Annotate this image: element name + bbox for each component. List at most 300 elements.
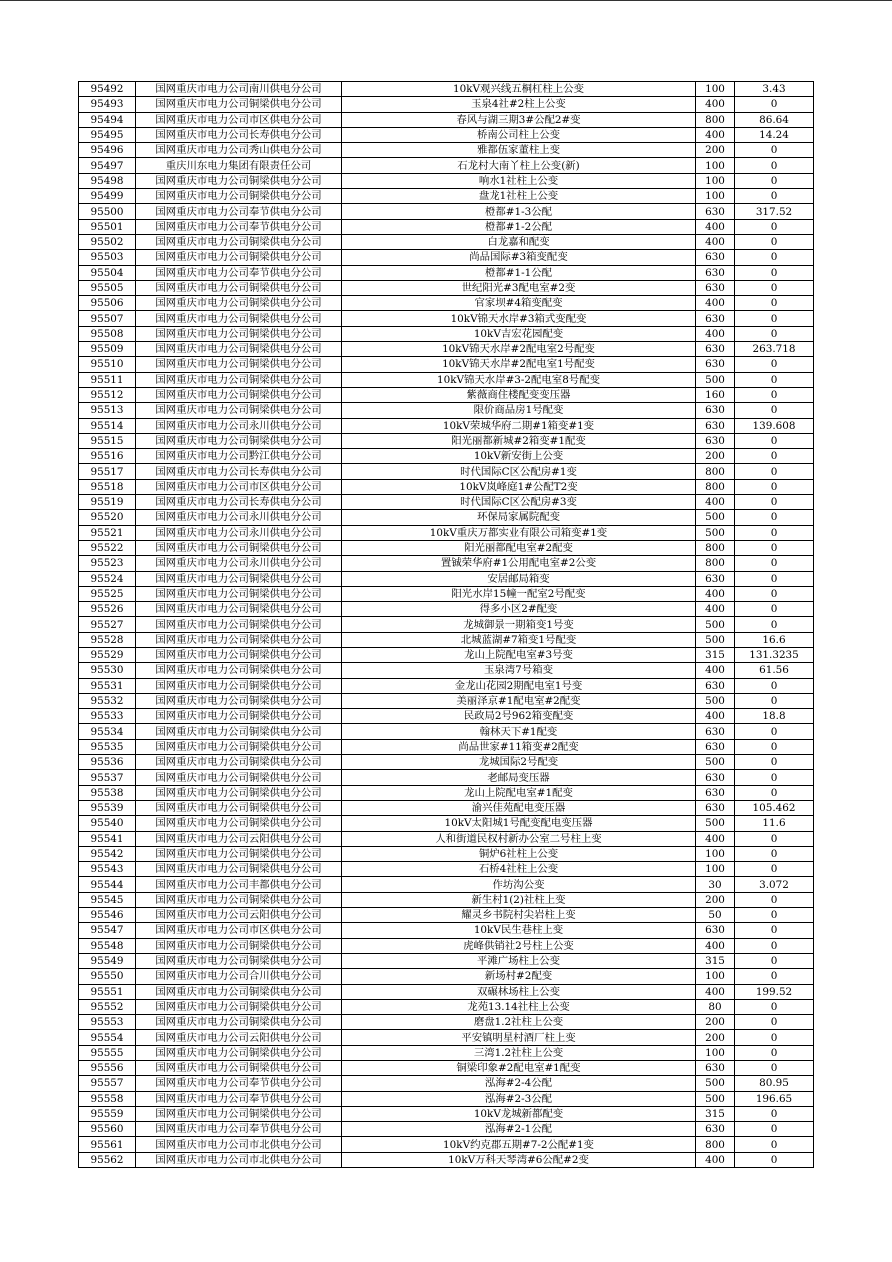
cell-id: 95532 [79, 693, 136, 708]
cell-name: 石桥4社柱上公变 [342, 862, 696, 877]
cell-id: 95503 [79, 250, 136, 265]
cell-id: 95543 [79, 862, 136, 877]
page-top-rule [0, 0, 892, 1]
cell-id: 95526 [79, 602, 136, 617]
cell-name: 泓海#2-1公配 [342, 1122, 696, 1137]
cell-load: 0 [735, 908, 814, 923]
cell-capacity: 500 [696, 1076, 735, 1091]
cell-id: 95538 [79, 785, 136, 800]
cell-id: 95549 [79, 953, 136, 968]
cell-company: 国网重庆市电力公司铜梁供电分公司 [136, 250, 342, 265]
cell-name: 龙城国际2号配变 [342, 755, 696, 770]
cell-id: 95562 [79, 1152, 136, 1167]
cell-capacity: 630 [696, 311, 735, 326]
cell-id: 95547 [79, 923, 136, 938]
cell-company: 国网重庆市电力公司永川供电分公司 [136, 418, 342, 433]
cell-company: 国网重庆市电力公司铜梁供电分公司 [136, 296, 342, 311]
table-row [79, 999, 814, 1014]
cell-load: 0 [735, 1045, 814, 1060]
cell-id: 95555 [79, 1045, 136, 1060]
cell-id: 95559 [79, 1106, 136, 1121]
cell-capacity: 630 [696, 250, 735, 265]
cell-load: 0 [735, 1030, 814, 1045]
cell-name: 新生村1(2)社柱上变 [342, 892, 696, 907]
cell-capacity: 500 [696, 617, 735, 632]
table-row [79, 1091, 814, 1106]
cell-capacity: 400 [696, 984, 735, 999]
cell-load: 0 [735, 158, 814, 173]
cell-name: 双碾林场柱上公变 [342, 984, 696, 999]
cell-company: 国网重庆市电力公司铜梁供电分公司 [136, 387, 342, 402]
cell-id: 95521 [79, 525, 136, 540]
table-row [79, 831, 814, 846]
cell-id: 95535 [79, 739, 136, 754]
cell-name: 10kV吉宏花园配变 [342, 326, 696, 341]
cell-id: 95523 [79, 556, 136, 571]
table-row [79, 892, 814, 907]
cell-capacity: 400 [696, 663, 735, 678]
table-row [79, 969, 814, 984]
cell-load: 80.95 [735, 1076, 814, 1091]
cell-id: 95545 [79, 892, 136, 907]
cell-id: 95542 [79, 846, 136, 861]
cell-name: 平滩广场柱上公变 [342, 953, 696, 968]
cell-name: 耀灵乡书院村尖岩柱上变 [342, 908, 696, 923]
cell-load: 0 [735, 999, 814, 1014]
table-row [79, 189, 814, 204]
cell-load: 0 [735, 724, 814, 739]
cell-load: 0 [735, 617, 814, 632]
cell-load: 0 [735, 479, 814, 494]
cell-company: 国网重庆市电力公司铜梁供电分公司 [136, 326, 342, 341]
cell-id: 95551 [79, 984, 136, 999]
cell-company: 国网重庆市电力公司铜梁供电分公司 [136, 234, 342, 249]
cell-name: 尚品国际#3箱变配变 [342, 250, 696, 265]
table-row [79, 862, 814, 877]
cell-id: 95527 [79, 617, 136, 632]
table-row [79, 632, 814, 647]
cell-company: 国网重庆市电力公司奉节供电分公司 [136, 204, 342, 219]
cell-id: 95500 [79, 204, 136, 219]
cell-name: 雅都伍家董柱上变 [342, 143, 696, 158]
cell-company: 国网重庆市电力公司铜梁供电分公司 [136, 693, 342, 708]
cell-load: 0 [735, 495, 814, 510]
cell-name: 盘龙1社柱上公变 [342, 189, 696, 204]
cell-company: 国网重庆市电力公司云阳供电分公司 [136, 1030, 342, 1045]
cell-capacity: 630 [696, 770, 735, 785]
cell-id: 95524 [79, 571, 136, 586]
cell-load: 0 [735, 831, 814, 846]
cell-load: 0 [735, 556, 814, 571]
cell-id: 95507 [79, 311, 136, 326]
cell-capacity: 630 [696, 204, 735, 219]
cell-company: 国网重庆市电力公司铜梁供电分公司 [136, 755, 342, 770]
cell-id: 95560 [79, 1122, 136, 1137]
cell-capacity: 100 [696, 189, 735, 204]
cell-id: 95495 [79, 127, 136, 142]
cell-load: 263.718 [735, 342, 814, 357]
cell-id: 95514 [79, 418, 136, 433]
cell-load: 0 [735, 846, 814, 861]
cell-id: 95534 [79, 724, 136, 739]
cell-load: 0 [735, 969, 814, 984]
cell-name: 10kV太阳城1号配变配电变压器 [342, 816, 696, 831]
cell-id: 95502 [79, 234, 136, 249]
cell-capacity: 400 [696, 127, 735, 142]
cell-id: 95520 [79, 510, 136, 525]
cell-company: 国网重庆市电力公司铜梁供电分公司 [136, 816, 342, 831]
cell-company: 国网重庆市电力公司铜梁供电分公司 [136, 647, 342, 662]
table-row [79, 403, 814, 418]
cell-id: 95499 [79, 189, 136, 204]
cell-name: 紫薇商住楼配变变压器 [342, 387, 696, 402]
cell-capacity: 400 [696, 326, 735, 341]
table-row [79, 877, 814, 892]
cell-load: 0 [735, 265, 814, 280]
cell-company: 国网重庆市电力公司长寿供电分公司 [136, 127, 342, 142]
cell-load: 16.6 [735, 632, 814, 647]
cell-company: 国网重庆市电力公司南川供电分公司 [136, 82, 342, 97]
cell-id: 95494 [79, 112, 136, 127]
cell-id: 95510 [79, 357, 136, 372]
cell-capacity: 200 [696, 892, 735, 907]
table-row [79, 571, 814, 586]
table-row [79, 525, 814, 540]
cell-capacity: 400 [696, 234, 735, 249]
cell-name: 10kV荣城华府二期#1箱变#1变 [342, 418, 696, 433]
cell-name: 橙都#1-3公配 [342, 204, 696, 219]
cell-name: 10kV锦天水岸#3箱式变配变 [342, 311, 696, 326]
table-row [79, 357, 814, 372]
cell-name: 北城蓝湖#7箱变1号配变 [342, 632, 696, 647]
table-row [79, 647, 814, 662]
cell-company: 国网重庆市电力公司铜梁供电分公司 [136, 97, 342, 112]
table-row [79, 311, 814, 326]
cell-company: 国网重庆市电力公司铜梁供电分公司 [136, 617, 342, 632]
cell-id: 95541 [79, 831, 136, 846]
cell-name: 铜梁印象#2配电室#1配变 [342, 1061, 696, 1076]
cell-capacity: 800 [696, 556, 735, 571]
cell-id: 95557 [79, 1076, 136, 1091]
cell-company: 国网重庆市电力公司奉节供电分公司 [136, 1122, 342, 1137]
table-row [79, 265, 814, 280]
cell-name: 人和街道民权村新办公室二号柱上变 [342, 831, 696, 846]
cell-name: 橙都#1-1公配 [342, 265, 696, 280]
table-row [79, 204, 814, 219]
cell-load: 61.56 [735, 663, 814, 678]
cell-capacity: 200 [696, 449, 735, 464]
table-row [79, 112, 814, 127]
cell-capacity: 400 [696, 495, 735, 510]
cell-company: 国网重庆市电力公司铜梁供电分公司 [136, 632, 342, 647]
cell-load: 0 [735, 953, 814, 968]
cell-capacity: 200 [696, 1015, 735, 1030]
cell-company: 国网重庆市电力公司铜梁供电分公司 [136, 571, 342, 586]
cell-id: 95519 [79, 495, 136, 510]
cell-load: 0 [735, 602, 814, 617]
table-row [79, 540, 814, 555]
cell-load: 11.6 [735, 816, 814, 831]
cell-load: 0 [735, 1061, 814, 1076]
cell-name: 三湾1.2社柱上公变 [342, 1045, 696, 1060]
cell-company: 国网重庆市电力公司铜梁供电分公司 [136, 770, 342, 785]
table-row [79, 418, 814, 433]
cell-id: 95518 [79, 479, 136, 494]
cell-name: 泓海#2-3公配 [342, 1091, 696, 1106]
cell-capacity: 500 [696, 510, 735, 525]
cell-capacity: 500 [696, 372, 735, 387]
cell-capacity: 400 [696, 586, 735, 601]
cell-name: 10kV观兴线五桐杠柱上公变 [342, 82, 696, 97]
table-row [79, 1106, 814, 1121]
cell-name: 10kV约克郡五期#7-2公配#1变 [342, 1137, 696, 1152]
table-row [79, 1076, 814, 1091]
cell-capacity: 400 [696, 296, 735, 311]
cell-capacity: 400 [696, 219, 735, 234]
table-row [79, 219, 814, 234]
table-row [79, 984, 814, 999]
cell-company: 国网重庆市电力公司黔江供电分公司 [136, 449, 342, 464]
table-row [79, 602, 814, 617]
cell-company: 国网重庆市电力公司铜梁供电分公司 [136, 678, 342, 693]
cell-company: 国网重庆市电力公司铜梁供电分公司 [136, 938, 342, 953]
cell-capacity: 800 [696, 464, 735, 479]
cell-load: 0 [735, 97, 814, 112]
table-row [79, 556, 814, 571]
cell-capacity: 400 [696, 831, 735, 846]
cell-name: 老邮局变压器 [342, 770, 696, 785]
cell-name: 翰林天下#1配变 [342, 724, 696, 739]
cell-capacity: 100 [696, 82, 735, 97]
cell-name: 安居邮局箱变 [342, 571, 696, 586]
cell-load: 0 [735, 372, 814, 387]
cell-capacity: 50 [696, 908, 735, 923]
cell-name: 民政局2号962箱变配变 [342, 709, 696, 724]
cell-name: 龙城御景一期箱变1号变 [342, 617, 696, 632]
cell-capacity: 100 [696, 173, 735, 188]
cell-load: 105.462 [735, 800, 814, 815]
table-row [79, 387, 814, 402]
cell-name: 10kV锦天水岸#2配电室1号配变 [342, 357, 696, 372]
cell-name: 10kV重庆万都实业有限公司箱变#1变 [342, 525, 696, 540]
cell-id: 95513 [79, 403, 136, 418]
cell-id: 95530 [79, 663, 136, 678]
cell-load: 0 [735, 326, 814, 341]
table-row [79, 617, 814, 632]
table-row [79, 372, 814, 387]
table-row [79, 908, 814, 923]
cell-name: 新场村#2配变 [342, 969, 696, 984]
table-row [79, 433, 814, 448]
cell-capacity: 630 [696, 280, 735, 295]
cell-load: 0 [735, 449, 814, 464]
cell-capacity: 630 [696, 403, 735, 418]
cell-id: 95492 [79, 82, 136, 97]
cell-company: 国网重庆市电力公司铜梁供电分公司 [136, 1106, 342, 1121]
table-row [79, 846, 814, 861]
cell-capacity: 100 [696, 862, 735, 877]
cell-name: 金龙山花园2期配电室1号变 [342, 678, 696, 693]
cell-id: 95561 [79, 1137, 136, 1152]
cell-capacity: 630 [696, 433, 735, 448]
cell-company: 国网重庆市电力公司长寿供电分公司 [136, 464, 342, 479]
cell-load: 0 [735, 540, 814, 555]
cell-id: 95515 [79, 433, 136, 448]
table-row [79, 173, 814, 188]
cell-id: 95493 [79, 97, 136, 112]
cell-load: 0 [735, 862, 814, 877]
transformer-table [78, 81, 814, 1168]
cell-name: 尚品世家#11箱变#2配变 [342, 739, 696, 754]
cell-company: 国网重庆市电力公司丰都供电分公司 [136, 877, 342, 892]
cell-company: 国网重庆市电力公司市区供电分公司 [136, 479, 342, 494]
cell-capacity: 100 [696, 158, 735, 173]
table-row [79, 495, 814, 510]
cell-name: 龙苑13.14社柱上公变 [342, 999, 696, 1014]
cell-id: 95536 [79, 755, 136, 770]
cell-name: 时代国际C区公配房#3变 [342, 495, 696, 510]
table-row [79, 250, 814, 265]
cell-capacity: 500 [696, 693, 735, 708]
cell-company: 国网重庆市电力公司铜梁供电分公司 [136, 709, 342, 724]
cell-load: 131.3235 [735, 647, 814, 662]
cell-capacity: 500 [696, 632, 735, 647]
table-row [79, 1137, 814, 1152]
cell-name: 龙山上院配电室#3号变 [342, 647, 696, 662]
cell-load: 0 [735, 1152, 814, 1167]
cell-name: 限价商品房1号配变 [342, 403, 696, 418]
cell-company: 国网重庆市电力公司铜梁供电分公司 [136, 189, 342, 204]
cell-capacity: 630 [696, 418, 735, 433]
table-row [79, 1122, 814, 1137]
cell-company: 国网重庆市电力公司奉节供电分公司 [136, 265, 342, 280]
table-row [79, 1061, 814, 1076]
cell-name: 阳光丽都新城#2箱变#1配变 [342, 433, 696, 448]
cell-company: 国网重庆市电力公司铜梁供电分公司 [136, 280, 342, 295]
cell-id: 95504 [79, 265, 136, 280]
cell-name: 美丽泽京#1配电室#2配变 [342, 693, 696, 708]
cell-name: 10kV锦天水岸#3-2配电室8号配变 [342, 372, 696, 387]
table-row [79, 158, 814, 173]
cell-company: 国网重庆市电力公司铜梁供电分公司 [136, 862, 342, 877]
cell-name: 官家坝#4箱变配变 [342, 296, 696, 311]
cell-id: 95511 [79, 372, 136, 387]
cell-capacity: 800 [696, 540, 735, 555]
cell-company: 国网重庆市电力公司铜梁供电分公司 [136, 785, 342, 800]
cell-company: 国网重庆市电力公司铜梁供电分公司 [136, 999, 342, 1014]
table-row [79, 953, 814, 968]
cell-company: 国网重庆市电力公司市北供电分公司 [136, 1137, 342, 1152]
cell-load: 0 [735, 785, 814, 800]
cell-company: 国网重庆市电力公司秀山供电分公司 [136, 143, 342, 158]
cell-id: 95539 [79, 800, 136, 815]
cell-load: 0 [735, 173, 814, 188]
cell-load: 0 [735, 755, 814, 770]
cell-load: 0 [735, 296, 814, 311]
table-row [79, 770, 814, 785]
cell-name: 玉泉4社#2柱上公变 [342, 97, 696, 112]
cell-name: 阳光水岸15幢一配室2号配变 [342, 586, 696, 601]
cell-load: 0 [735, 1122, 814, 1137]
cell-company: 国网重庆市电力公司铜梁供电分公司 [136, 984, 342, 999]
cell-capacity: 630 [696, 923, 735, 938]
table-row [79, 755, 814, 770]
cell-company: 国网重庆市电力公司铜梁供电分公司 [136, 357, 342, 372]
cell-company: 国网重庆市电力公司铜梁供电分公司 [136, 800, 342, 815]
cell-load: 0 [735, 433, 814, 448]
cell-company: 国网重庆市电力公司市区供电分公司 [136, 112, 342, 127]
cell-name: 阳光丽都配电室#2配变 [342, 540, 696, 555]
cell-capacity: 500 [696, 525, 735, 540]
cell-load: 196.65 [735, 1091, 814, 1106]
cell-capacity: 315 [696, 953, 735, 968]
table-row [79, 739, 814, 754]
cell-capacity: 630 [696, 800, 735, 815]
cell-load: 0 [735, 280, 814, 295]
cell-capacity: 400 [696, 602, 735, 617]
cell-load: 0 [735, 189, 814, 204]
cell-load: 0 [735, 892, 814, 907]
cell-load: 0 [735, 571, 814, 586]
cell-company: 国网重庆市电力公司云阳供电分公司 [136, 831, 342, 846]
cell-load: 0 [735, 464, 814, 479]
cell-id: 95496 [79, 143, 136, 158]
cell-company: 国网重庆市电力公司铜梁供电分公司 [136, 311, 342, 326]
cell-name: 世纪阳光#3配电室#2变 [342, 280, 696, 295]
cell-name: 春风与湖三期3#公配2#变 [342, 112, 696, 127]
cell-name: 橙都#1-2公配 [342, 219, 696, 234]
cell-capacity: 630 [696, 265, 735, 280]
cell-id: 95506 [79, 296, 136, 311]
cell-capacity: 630 [696, 678, 735, 693]
cell-name: 白龙嘉和配变 [342, 234, 696, 249]
cell-company: 国网重庆市电力公司铜梁供电分公司 [136, 1061, 342, 1076]
cell-capacity: 630 [696, 1122, 735, 1137]
table-row [79, 693, 814, 708]
cell-capacity: 630 [696, 739, 735, 754]
cell-name: 桥南公司柱上公变 [342, 127, 696, 142]
cell-name: 渝兴佳苑配电变压器 [342, 800, 696, 815]
cell-capacity: 315 [696, 1106, 735, 1121]
cell-capacity: 100 [696, 1045, 735, 1060]
cell-capacity: 630 [696, 357, 735, 372]
cell-name: 铜炉6社柱上公变 [342, 846, 696, 861]
cell-load: 0 [735, 938, 814, 953]
cell-load: 0 [735, 1015, 814, 1030]
cell-company: 国网重庆市电力公司市区供电分公司 [136, 923, 342, 938]
cell-id: 95517 [79, 464, 136, 479]
table-row [79, 816, 814, 831]
table-row [79, 1030, 814, 1045]
cell-capacity: 630 [696, 571, 735, 586]
cell-id: 95537 [79, 770, 136, 785]
cell-name: 10kV万科天琴湾#6公配#2变 [342, 1152, 696, 1167]
cell-company: 国网重庆市电力公司永川供电分公司 [136, 525, 342, 540]
table-row [79, 938, 814, 953]
cell-company: 国网重庆市电力公司铜梁供电分公司 [136, 586, 342, 601]
cell-id: 95498 [79, 173, 136, 188]
cell-name: 得多小区2#配变 [342, 602, 696, 617]
cell-load: 86.64 [735, 112, 814, 127]
cell-company: 国网重庆市电力公司合川供电分公司 [136, 969, 342, 984]
cell-capacity: 100 [696, 846, 735, 861]
cell-id: 95525 [79, 586, 136, 601]
cell-id: 95558 [79, 1091, 136, 1106]
cell-name: 虎峰供销社2号柱上公变 [342, 938, 696, 953]
cell-company: 国网重庆市电力公司铜梁供电分公司 [136, 173, 342, 188]
table-row [79, 82, 814, 97]
cell-id: 95548 [79, 938, 136, 953]
